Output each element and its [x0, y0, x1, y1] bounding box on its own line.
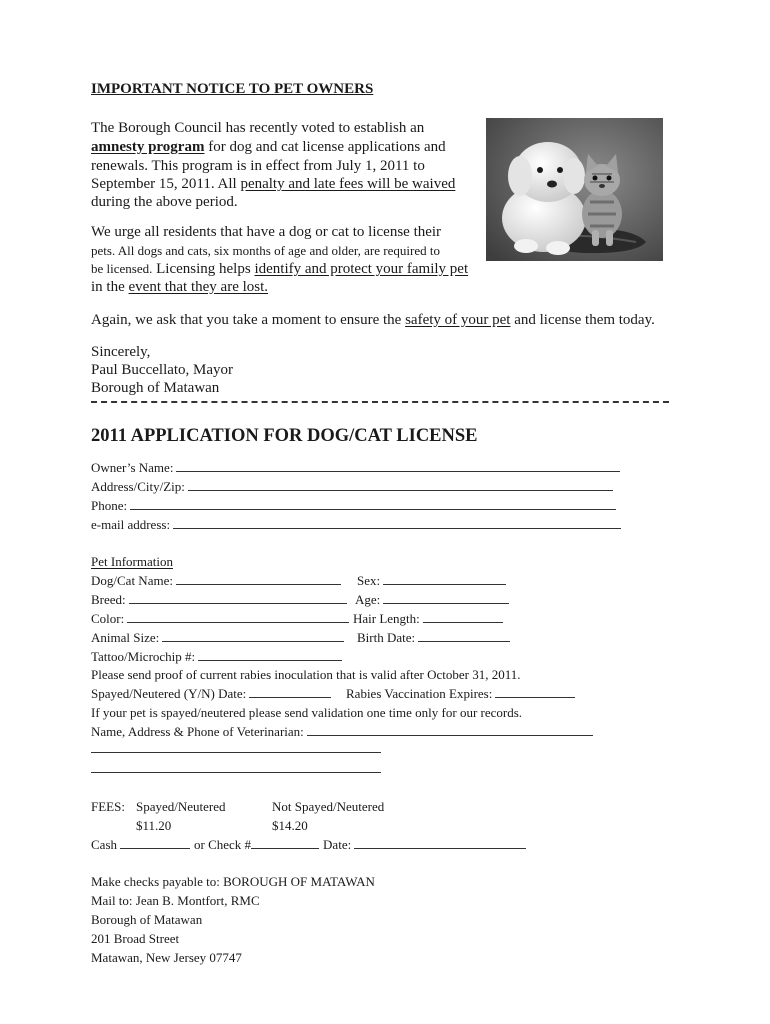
hair-length-row	[353, 609, 503, 628]
vet-field[interactable]	[307, 722, 593, 736]
fees-spayed-amount: $11.20	[136, 818, 172, 833]
notice-paragraph-3	[91, 309, 655, 331]
rabies-expires-field[interactable]	[495, 684, 575, 698]
sex-field[interactable]	[383, 571, 506, 585]
spayed-date-row	[91, 684, 331, 703]
payment-date-field[interactable]	[354, 835, 526, 849]
phone-field[interactable]	[130, 496, 616, 510]
owner-name-label: Owner’s Name:	[91, 460, 174, 475]
pet-name-row	[91, 571, 341, 590]
notice-paragraph-2-line-1: We urge all residents that have a dog or cat to license their	[91, 224, 442, 240]
dashed-separator	[91, 401, 669, 403]
mail-street: 201 Broad Street	[91, 931, 180, 946]
birth-date-row	[357, 628, 510, 647]
notice-paragraph-1-line-3: renewals. This program is in effect from July 1, 2011 to	[91, 158, 425, 174]
spayed-date-field[interactable]	[249, 684, 331, 698]
vet-extra-line-2[interactable]	[91, 772, 381, 773]
check-label: or Check #	[194, 837, 252, 852]
validation-note: If your pet is spayed/neutered please send validation one time only for our records.	[91, 705, 523, 720]
notice-paragraph-1-line-5: during the above period.	[91, 194, 238, 210]
fees-spayed-label: Spayed/Neutered	[136, 799, 226, 814]
breed-row	[91, 590, 347, 609]
notice-paragraph-1-line-1: The Borough Council has recently voted to establish an	[91, 120, 425, 136]
notice-text: September 15, 2011. All	[91, 176, 241, 192]
animal-size-row	[91, 628, 344, 647]
animal-size-field[interactable]	[162, 628, 344, 642]
birth-date-label: Birth Date:	[357, 630, 416, 645]
signoff-name: Paul Buccellato, Mayor	[91, 362, 234, 378]
fees-not-spayed-label: Not Spayed/Neutered	[272, 799, 385, 814]
sex-row	[357, 571, 506, 590]
rabies-expires-label: Rabies Vaccination Expires:	[346, 686, 493, 701]
pet-information-heading: Pet Information	[91, 554, 173, 569]
cash-field[interactable]	[120, 835, 190, 849]
hair-length-label: Hair Length:	[353, 611, 420, 626]
mail-to: Mail to: Jean B. Montfort, RMC	[91, 893, 260, 908]
breed-label: Breed:	[91, 592, 126, 607]
age-label: Age:	[355, 592, 381, 607]
email-label: e-mail address:	[91, 517, 171, 532]
puppy-kitten-illustration	[486, 118, 663, 261]
signoff-org: Borough of Matawan	[91, 380, 220, 396]
checks-payable: Make checks payable to: BOROUGH OF MATAWAN	[91, 874, 375, 889]
spayed-date-label: Spayed/Neutered (Y/N) Date:	[91, 686, 247, 701]
pet-name-label: Dog/Cat Name:	[91, 573, 173, 588]
signoff-sincerely: Sincerely,	[91, 344, 151, 360]
rabies-note: Please send proof of current rabies inoculation that is valid after October 31, 2011.	[91, 667, 521, 682]
tattoo-field[interactable]	[198, 647, 342, 661]
notice-title: IMPORTANT NOTICE TO PET OWNERS	[91, 81, 374, 97]
email-field[interactable]	[173, 515, 621, 529]
mail-org: Borough of Matawan	[91, 912, 203, 927]
color-row	[91, 609, 349, 628]
notice-text: in the	[91, 279, 129, 295]
amnesty-program-link: amnesty program	[91, 139, 205, 155]
age-row	[355, 590, 509, 609]
application-title: 2011 APPLICATION FOR DOG/CAT LICENSE	[91, 426, 478, 446]
birth-date-field[interactable]	[418, 628, 510, 642]
address-field[interactable]	[188, 477, 613, 491]
owner-name-field[interactable]	[176, 458, 620, 472]
age-field[interactable]	[383, 590, 509, 604]
check-number-field[interactable]	[251, 835, 319, 849]
fees-not-spayed-amount: $14.20	[272, 818, 308, 833]
color-label: Color:	[91, 611, 125, 626]
hair-length-field[interactable]	[423, 609, 503, 623]
tattoo-row	[91, 647, 342, 666]
animal-size-label: Animal Size:	[91, 630, 160, 645]
owner-name-row	[91, 458, 620, 477]
notice-text: Licensing helps	[152, 261, 255, 277]
identify-protect-text: identify and protect your family pet	[254, 261, 469, 277]
penalty-waived-text: penalty and late fees will be waived	[240, 176, 456, 192]
cash-label: Cash	[91, 837, 117, 852]
fees-label: FEES:	[91, 799, 125, 814]
event-lost-text: event that they are lost.	[128, 279, 269, 295]
notice-text: and license them today.	[510, 312, 655, 328]
notice-text: Again, we ask that you take a moment to ensure the	[91, 312, 406, 328]
payment-date-label: Date:	[323, 837, 352, 852]
safety-of-pet-text: safety of your pet	[405, 312, 511, 328]
vet-extra-line-1[interactable]	[91, 752, 381, 753]
tattoo-label: Tattoo/Microchip #:	[91, 649, 196, 664]
phone-row	[91, 496, 616, 515]
rabies-expires-row	[346, 684, 575, 703]
pet-name-field[interactable]	[176, 571, 341, 585]
notice-paragraph-2-line-2: pets. All dogs and cats, six months of age and older, are required to	[91, 243, 440, 258]
email-row	[91, 515, 621, 534]
address-label: Address/City/Zip:	[91, 479, 185, 494]
puppy-kitten-photo	[486, 118, 663, 261]
mail-city: Matawan, New Jersey 07747	[91, 950, 242, 965]
address-row	[91, 477, 613, 496]
payment-row	[91, 835, 526, 854]
vet-label: Name, Address & Phone of Veterinarian:	[91, 724, 304, 739]
phone-label: Phone:	[91, 498, 128, 513]
notice-text: be licensed.	[91, 261, 153, 276]
breed-field[interactable]	[129, 590, 347, 604]
notice-paragraph-2-line-4	[91, 276, 268, 298]
notice-text: for dog and cat license applications and	[204, 139, 446, 155]
color-field[interactable]	[127, 609, 349, 623]
sex-label: Sex:	[357, 573, 381, 588]
vet-row	[91, 722, 593, 741]
